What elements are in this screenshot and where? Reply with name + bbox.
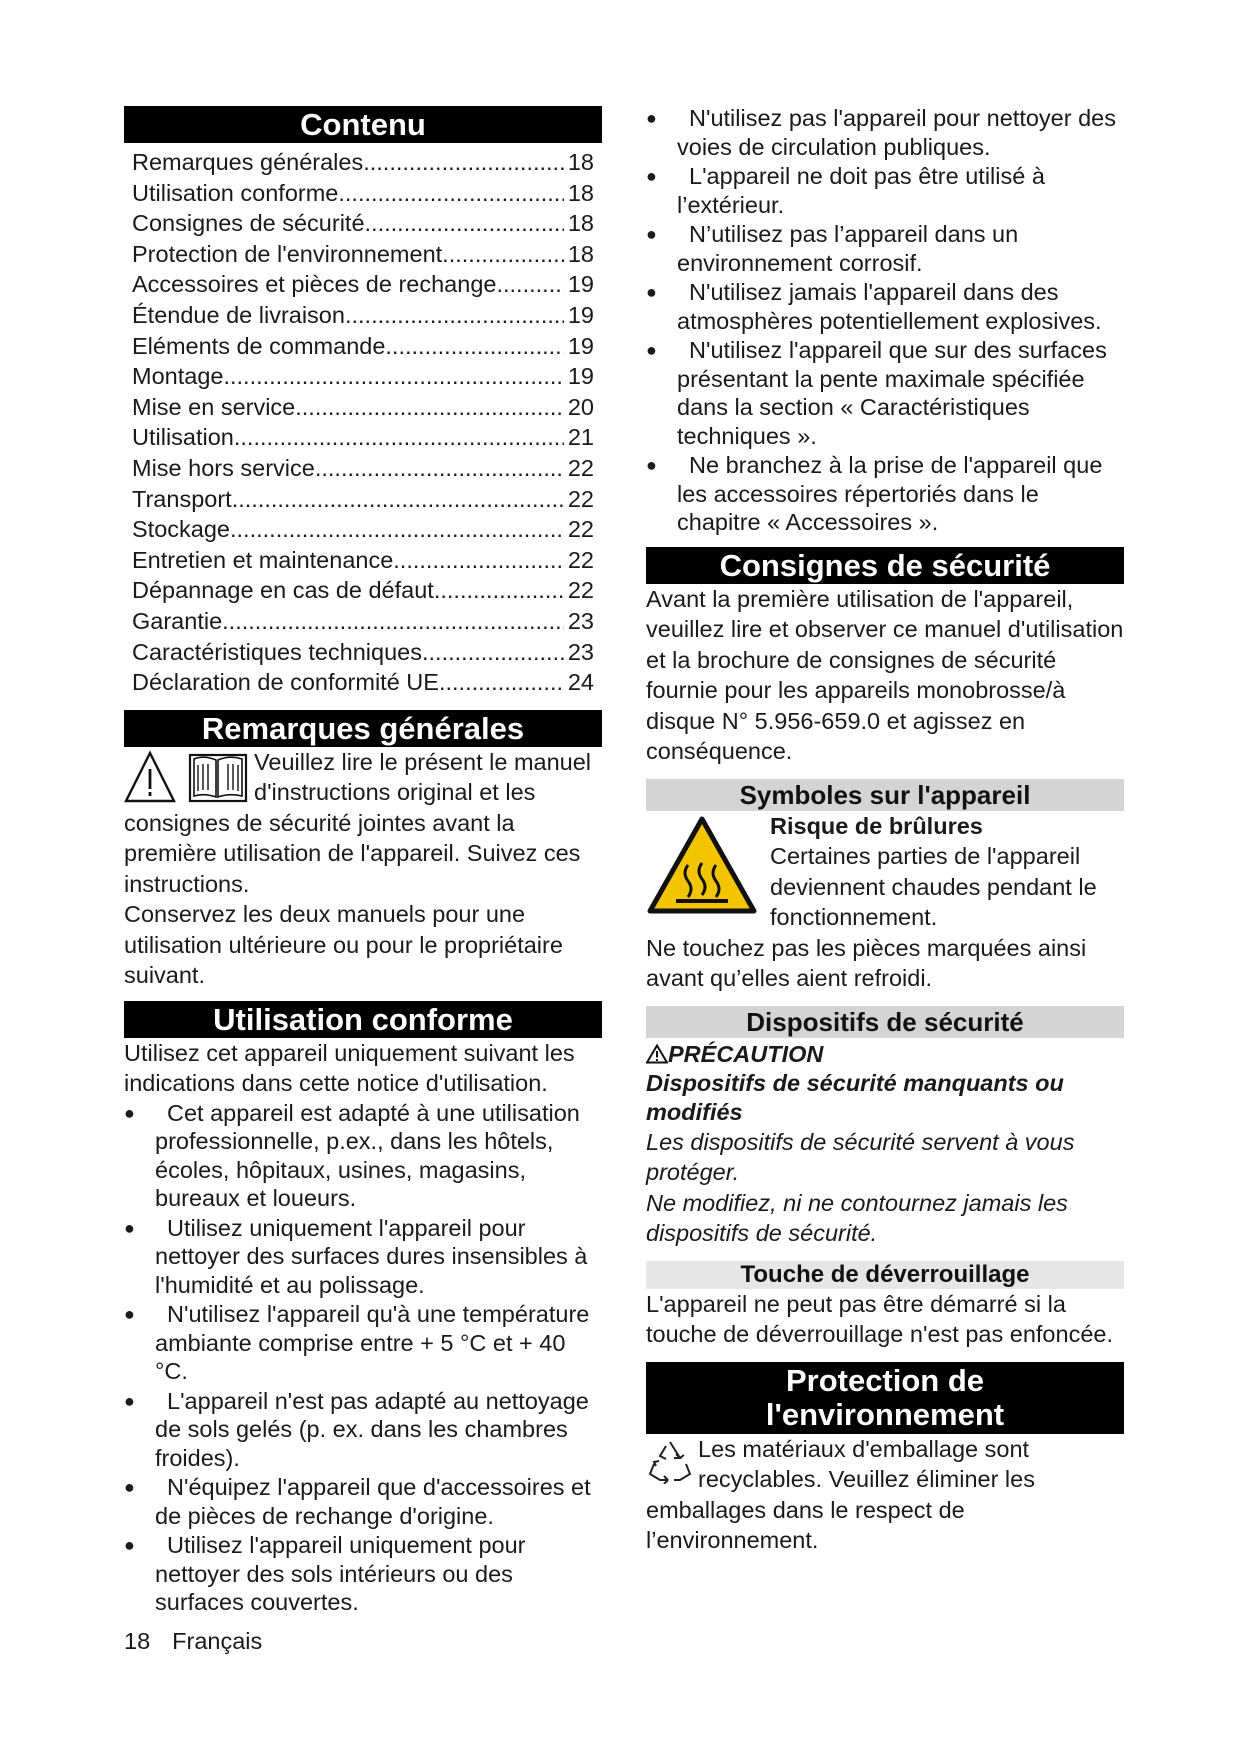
- recycle-icon: [646, 1438, 694, 1484]
- burn-risk-advice: Ne touchez pas les pièces marquées ainsi avant qu’elles aient refroidi.: [646, 934, 1087, 991]
- list-item: ● N'utilisez jamais l'appareil dans des atmosphères potentiellement explosives.: [646, 278, 1124, 335]
- toc-entry-title: Remarques générales: [132, 149, 364, 175]
- toc-entry: [132, 300, 594, 331]
- intended-use-list-part1: [124, 1099, 602, 1617]
- toc-entry: [132, 269, 594, 300]
- list-item: ● L'appareil n'est pas adapté au nettoyage de sols gelés (p. ex. dans les chambres froides).: [124, 1387, 602, 1473]
- toc-entry-title: Garantie: [132, 607, 223, 634]
- list-item: ● N'utilisez l'appareil que sur des surfaces présentant la pente maximale spécifiée dans la section « Caractéristiques techniques ».: [646, 336, 1124, 450]
- environment-heading: Protection de l'environnement: [646, 1362, 1124, 1434]
- toc-entry-title: Utilisation conforme: [132, 179, 339, 206]
- toc-entry-page: 19: [567, 332, 594, 359]
- general-remarks-text-2: Conservez les deux manuels pour une utilisation ultérieure ou pour le propriétaire suivant.: [124, 901, 563, 989]
- toc-leader-dots: [393, 545, 564, 576]
- right-column: [646, 104, 1124, 1556]
- toc-entry-page: 22: [567, 516, 594, 543]
- list-item: ● N'équipez l'appareil que d'accessoires et de pièces de rechange d'origine.: [124, 1473, 602, 1530]
- toc-entry: [132, 453, 594, 484]
- toc-leader-dots: [442, 239, 564, 270]
- toc-leader-dots: [422, 637, 564, 668]
- toc-leader-dots: [434, 575, 564, 606]
- toc-leader-dots: [232, 484, 564, 515]
- toc-entry-page: 20: [567, 393, 594, 420]
- toc-leader-dots: [295, 392, 564, 423]
- list-item: ● N'utilisez l'appareil qu'à une température ambiante comprise entre + 5 °C et + 40 °C.: [124, 1300, 602, 1386]
- toc-leader-dots: [345, 300, 564, 331]
- toc-entry-title: Mise hors service: [132, 454, 315, 481]
- toc-entry-title: Caractéristiques techniques: [132, 638, 422, 665]
- toc-entry: [132, 637, 594, 668]
- toc-entry-title: Stockage: [132, 516, 230, 543]
- burn-risk-block: [646, 811, 1124, 933]
- toc-leader-dots: [365, 208, 564, 239]
- toc-entry-page: 23: [567, 638, 594, 665]
- caution-text-2: Ne modifiez, ni ne contournez jamais les dispositifs de sécurité.: [646, 1189, 1068, 1246]
- list-item: ● Utilisez uniquement l'appareil pour nettoyer des surfaces dures insensibles à l'humidité et au polissage.: [124, 1214, 602, 1300]
- toc-entry: [132, 331, 594, 362]
- toc-leader-dots: [385, 331, 563, 362]
- toc-entry-title: Montage: [132, 363, 224, 390]
- toc-leader-dots: [315, 453, 564, 484]
- list-item: ● L'appareil ne doit pas être utilisé à l’extérieur.: [646, 162, 1124, 219]
- toc-entry: [132, 239, 594, 270]
- caution-text-1: Les dispositifs de sécurité servent à vous protéger.: [646, 1128, 1075, 1185]
- toc-heading: Contenu: [124, 106, 602, 143]
- caution-icon: [646, 1044, 668, 1064]
- toc-entry-title: Eléments de commande: [132, 332, 386, 359]
- toc-leader-dots: [223, 361, 563, 392]
- toc-entry: [132, 147, 594, 178]
- left-column: [124, 106, 602, 1618]
- toc-leader-dots: [496, 269, 563, 300]
- toc-entry-title: Mise en service: [132, 393, 296, 420]
- toc-entry-title: Consignes de sécurité: [132, 210, 365, 237]
- toc-entry: [132, 422, 594, 453]
- intended-use-intro: Utilisez cet appareil uniquement suivant les indications dans cette notice d'utilisation.: [124, 1039, 575, 1097]
- list-item: ● Ne branchez à la prise de l'appareil que les accessoires répertoriés dans le chapitre « Accessoires ».: [646, 451, 1124, 537]
- symbols-heading: Symboles sur l'appareil: [646, 779, 1124, 811]
- intended-use-list-part2: [646, 104, 1124, 537]
- toc-entry: [132, 484, 594, 515]
- toc-entry-page: 18: [567, 240, 594, 267]
- toc-entry: [132, 514, 594, 545]
- environment-text: Les matériaux d'emballage sont recyclables. Veuillez éliminer les emballages dans le respect de l’environnement.: [646, 1435, 1035, 1553]
- list-item: ● N'utilisez pas l'appareil pour nettoyer des voies de circulation publiques.: [646, 104, 1124, 161]
- burn-risk-title: Risque de brûlures: [770, 812, 983, 839]
- safety-devices-heading: Dispositifs de sécurité: [646, 1006, 1124, 1038]
- toc-leader-dots: [363, 147, 564, 178]
- toc-entry: [132, 606, 594, 637]
- toc-entry-page: 18: [567, 149, 594, 175]
- toc-leader-dots: [338, 178, 564, 209]
- toc-entry-page: 23: [567, 607, 594, 634]
- toc-entry: [132, 361, 594, 392]
- toc-entry-page: 24: [567, 669, 594, 696]
- toc-entry: [132, 545, 594, 576]
- toc-entry: [132, 392, 594, 423]
- toc-entry-title: Entretien et maintenance: [132, 546, 394, 573]
- safety-heading: Consignes de sécurité: [646, 547, 1124, 584]
- toc-entry-page: 19: [567, 301, 594, 328]
- page-number: 18: [124, 1628, 151, 1654]
- toc-entry-title: Protection de l'environnement: [132, 240, 443, 267]
- toc-entry-title: Étendue de livraison: [132, 301, 345, 328]
- unlock-button-heading: Touche de déverrouillage: [646, 1261, 1124, 1289]
- toc-entry-page: 18: [567, 210, 594, 237]
- footer-language: Français: [172, 1628, 263, 1654]
- toc-entry-page: 21: [567, 424, 594, 451]
- burn-risk-text: Certaines parties de l'appareil deviennent chaudes pendant le fonctionnement.: [770, 843, 1097, 930]
- toc-leader-dots: [439, 667, 564, 698]
- general-remarks-heading: Remarques générales: [124, 710, 602, 747]
- toc-entry-page: 22: [567, 546, 594, 573]
- toc-entry-title: Dépannage en cas de défaut: [132, 577, 434, 604]
- toc-entry: [132, 667, 594, 698]
- safety-intro: Avant la première utilisation de l'appareil, veuillez lire et observer ce manuel d'utilisation et la brochure de consignes de sécurité fournie pour les appareils monobrosse/à disque N° 5.956-659.0 et agissez en conséquence.: [646, 585, 1124, 764]
- toc-entry: [132, 208, 594, 239]
- general-remarks-text-1: Veuillez lire le présent le manuel d'instructions original et les consignes de sécurité jointes avant la première utilisation de l'appareil. Suivez ces instructions.: [124, 748, 592, 897]
- toc-entry: [132, 178, 594, 209]
- toc-leader-dots: [230, 514, 564, 545]
- general-remarks-section: [124, 747, 602, 991]
- list-item: ● Cet appareil est adapté à une utilisation professionnelle, p.ex., dans les hôtels, écoles, hôpitaux, usines, magasins, bureaux et loueurs.: [124, 1099, 602, 1213]
- toc-entry-page: 18: [567, 179, 594, 206]
- toc-entry-page: 22: [567, 577, 594, 604]
- toc-entry-title: Utilisation: [132, 424, 234, 451]
- table-of-contents: [124, 143, 602, 698]
- caution-label: PRÉCAUTION: [646, 1040, 1124, 1069]
- caution-heading: Dispositifs de sécurité manquants ou modifiés: [646, 1069, 1064, 1125]
- list-item: ● N’utilisez pas l’appareil dans un environnement corrosif.: [646, 220, 1124, 277]
- toc-entry-page: 19: [567, 271, 594, 298]
- hot-surface-icon: [646, 813, 758, 917]
- toc-entry-page: 22: [567, 485, 594, 512]
- toc-leader-dots: [222, 606, 564, 637]
- page-footer: [124, 1626, 262, 1656]
- toc-entry-page: 22: [567, 454, 594, 481]
- toc-leader-dots: [234, 422, 564, 453]
- environment-section: [646, 1434, 1124, 1556]
- warning-manual-icon: [124, 749, 252, 807]
- unlock-button-text: L'appareil ne peut pas être démarré si la touche de déverrouillage n'est pas enfoncée.: [646, 1290, 1113, 1347]
- toc-entry-title: Transport: [132, 485, 232, 512]
- toc-entry-title: Accessoires et pièces de rechange: [132, 271, 497, 298]
- intended-use-heading: Utilisation conforme: [124, 1001, 602, 1038]
- toc-entry-title: Déclaration de conformité UE: [132, 669, 439, 696]
- list-item: ● Utilisez l'appareil uniquement pour nettoyer des sols intérieurs ou des surfaces couvertes.: [124, 1531, 602, 1617]
- toc-entry-page: 19: [567, 363, 594, 390]
- toc-entry: [132, 575, 594, 606]
